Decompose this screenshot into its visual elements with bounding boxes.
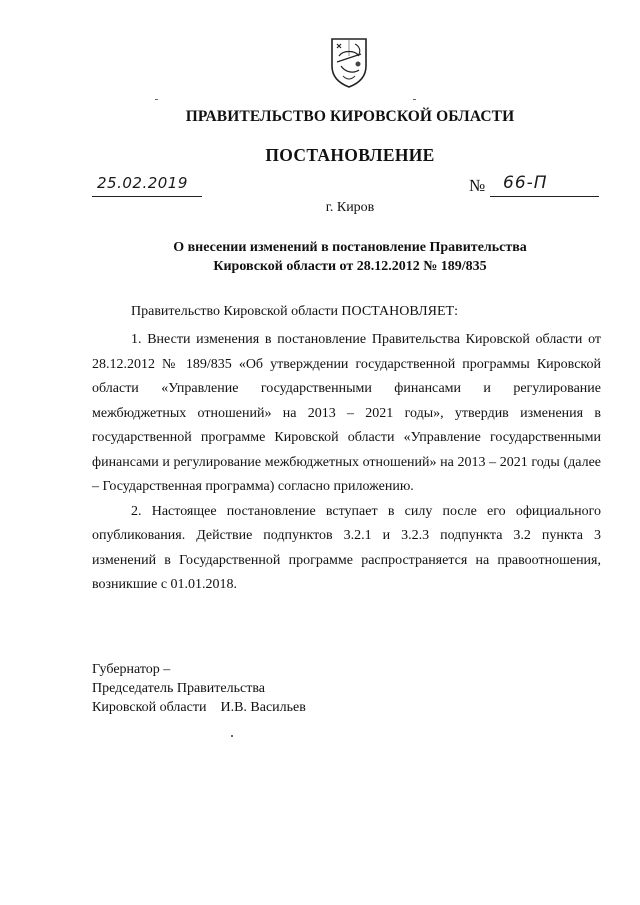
signatory-name: И.В. Васильев — [220, 700, 306, 715]
number-label: № — [469, 176, 486, 195]
handwritten-number: 66-П — [503, 173, 548, 193]
paragraph-2: 2. Настоящее постановление вступает в силу после его официального опубликования. Действие подпунктов 3.2.1 и 3.2.3 подпункта 3.2 пункта 3 изменений в Государственной программе распространяется на правоотношения, возникшие с 01.01.2018. — [92, 503, 601, 592]
signatory-line-3 — [92, 698, 306, 717]
city: г. Киров — [325, 200, 375, 215]
title-line-1: О внесении изменений в постановление Правительства — [173, 240, 527, 255]
title-line-2: Кировской области от 28.12.2012 № 189/835 — [213, 259, 487, 274]
signature-block — [92, 660, 306, 717]
signatory-org: Кировской области — [92, 700, 207, 715]
document-body — [92, 328, 601, 598]
signatory-title-1: Губернатор – — [92, 662, 171, 677]
scan-speck — [231, 735, 233, 737]
paragraph-1: 1. Внести изменения в постановление Правительства Кировской области от 28.12.2012 № 189/835 «Об утверждении государственной программы Кировской области «Управление государственными финансами и регулирование межбюджетных отношений» на 2013 – 2021 годы», утвердив изменения в государственной программе Кировской области «Управление государственными финансами и регулирование межбюджетных отношений» на 2013 – 2021 годы (далее – Государственная программа) согласно приложению. — [92, 332, 601, 494]
document-type: ПОСТАНОВЛЕНИЕ — [265, 145, 435, 165]
preamble: Правительство Кировской области ПОСТАНОВЛЯЕТ: — [131, 304, 458, 319]
scan-speck — [155, 99, 158, 100]
scan-speck — [413, 99, 416, 100]
document-title — [60, 238, 640, 276]
coat-of-arms-icon — [329, 36, 369, 88]
government-name: ПРАВИТЕЛЬСТВО КИРОВСКОЙ ОБЛАСТИ — [185, 108, 515, 125]
signatory-title-2: Председатель Правительства — [92, 681, 265, 696]
handwritten-date: 25.02.2019 — [97, 174, 188, 192]
